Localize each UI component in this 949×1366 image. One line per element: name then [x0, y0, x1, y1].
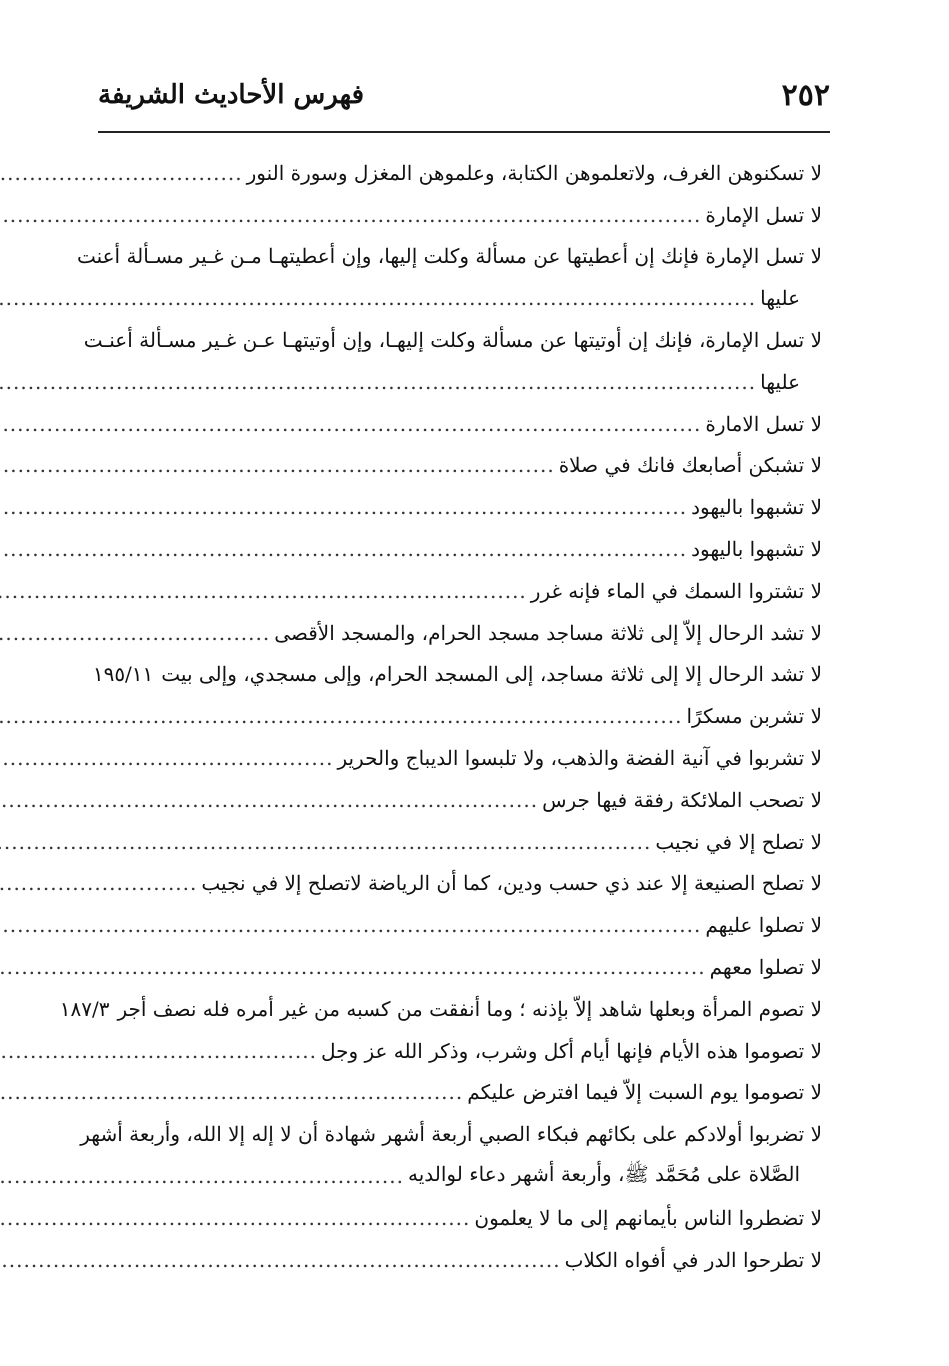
index-entry: [92, 654, 822, 696]
leader-dots: [0, 1164, 404, 1188]
entry-text: لا تشربوا في آنية الفضة والذهب، ولا تلبسوا الديباج والحرير: [337, 746, 822, 771]
entry-text: لا تشبكن أصابعك فانك في صلاة: [558, 453, 822, 478]
leader-dots: [0, 286, 756, 310]
leader-dots: [0, 412, 701, 436]
entry-text: لا تصحب الملائكة رفقة فيها جرس: [542, 787, 822, 812]
leader-dots: [0, 161, 243, 185]
leader-dots: [0, 788, 538, 812]
entry-text: لا تطرحوا الدر في أفواه الكلاب: [564, 1247, 822, 1272]
entry-text-continuation: عليها: [760, 369, 800, 394]
index-entry: [98, 612, 822, 654]
index-entry-continuation: [98, 1155, 822, 1197]
leader-dots: [0, 537, 687, 561]
entry-text: لا تشتروا السمك في الماء فإنه غرر: [530, 578, 822, 603]
leader-dots: [0, 704, 682, 728]
index-entry: [59, 988, 822, 1030]
leader-dots: [0, 1080, 463, 1104]
index-entry-continuation: [98, 361, 822, 403]
index-entry: [98, 1030, 822, 1072]
entry-text: لا تسل الإمارة فإنك إن أعطيتها عن مسألة وكلت إليها، وإن أعطيتهـا مـن غـير مسـألة أعنت: [76, 244, 822, 269]
index-entry: [98, 570, 822, 612]
entry-text-continuation: الصَّلاة على مُحَمَّد ﷺ، وأربعة أشهر دعاء لوالديه: [407, 1161, 800, 1186]
entry-text: لا تصلح الصنيعة إلا عند ذي حسب ودين، كما أن الرياضة لاتصلح إلا في نجيب: [201, 871, 822, 896]
entry-text: لا تصلح إلا في نجيب: [655, 829, 822, 854]
index-entry: [98, 1239, 822, 1281]
index-entry: [98, 904, 822, 946]
index-entry: [98, 403, 822, 445]
leader-dots: [0, 579, 527, 603]
leader-dots: [0, 453, 555, 477]
entry-text: لا تسكنوهن الغرف، ولاتعلموهن الكتابة، وعلموهن المغزل وسورة النور: [246, 160, 822, 185]
entry-text: لا تشبهوا باليهود: [691, 495, 822, 520]
header-divider: [98, 131, 830, 133]
entry-reference: ١٨٧/٣: [59, 996, 110, 1021]
index-entry: [98, 863, 822, 905]
leader-dots: [0, 370, 756, 394]
leader-dots: [0, 621, 270, 645]
leader-dots: [0, 495, 687, 519]
leader-dots: [0, 1206, 470, 1230]
entry-text: لا تشد الرحال إلا إلى ثلاثة مساجد، إلى المسجد الحرام، وإلى مسجدي، وإلى بيت: [161, 662, 822, 687]
index-entry: [98, 445, 822, 487]
index-entry: [76, 236, 822, 278]
index-entry: [98, 737, 822, 779]
index-entry: [98, 152, 822, 194]
entry-text: لا تضربوا أولادكم على بكائهم فبكاء الصبي أربعة أشهر شهادة أن لا إله إلا الله، وأربعة أشهر: [80, 1122, 822, 1147]
page-header: [98, 76, 830, 120]
leader-dots: [0, 830, 651, 854]
index-entry-continuation: [98, 277, 822, 319]
entry-text: لا تضطروا الناس بأيمانهم إلى ما لا يعلمون: [474, 1205, 822, 1230]
entry-text: لا تشد الرحال إلاّ إلى ثلاثة مساجد مسجد الحرام، والمسجد الأقصى: [274, 620, 822, 645]
index-entry: [98, 528, 822, 570]
entry-text: لا تشبهوا باليهود: [691, 537, 822, 562]
entry-text: لا تسل الامارة: [705, 411, 822, 436]
leader-dots: [0, 203, 701, 227]
hadith-index-list: [59, 152, 822, 1281]
leader-dots: [0, 913, 701, 937]
index-entry: [83, 319, 822, 361]
index-entry: [98, 946, 822, 988]
index-entry: [80, 1113, 822, 1155]
index-entry: [98, 695, 822, 737]
entry-reference: ١٩٥/١١: [92, 662, 154, 687]
entry-text: لا تسل الإمارة: [705, 202, 822, 227]
index-entry: [98, 821, 822, 863]
entry-text: لا تسل الإمارة، فإنك إن أوتيتها عن مسألة وكلت إليهـا، وإن أوتيتهـا عـن غـير مسـألة أعنـت: [83, 328, 822, 353]
entry-text: لا تشربن مسكرًا: [686, 704, 822, 729]
leader-dots: [0, 871, 197, 895]
index-entry: [98, 194, 822, 236]
entry-text: لا تصوموا يوم السبت إلاّ فيما افترض عليكم: [467, 1080, 822, 1105]
index-entry: [98, 779, 822, 821]
leader-dots: [0, 955, 706, 979]
leader-dots: [0, 1248, 561, 1272]
index-entry: [98, 1197, 822, 1239]
leader-dots: [0, 746, 333, 770]
entry-text-continuation: عليها: [760, 286, 800, 311]
entry-text: لا تصوم المرأة وبعلها شاهد إلاّ بإذنه ؛ وما أنفقت من كسبه من غير أمره فله نصف أجر: [117, 996, 822, 1021]
leader-dots: [0, 1039, 317, 1063]
entry-text: لا تصلوا معهم: [709, 955, 822, 980]
index-entry: [98, 1072, 822, 1114]
page-title: فهرس الأحاديث الشريفة: [98, 80, 365, 110]
page-number: ٢٥٢: [781, 78, 830, 113]
entry-text: لا تصلوا عليهم: [705, 913, 822, 938]
entry-text: لا تصوموا هذه الأيام فإنها أيام أكل وشرب، وذكر الله عز وجل: [320, 1038, 822, 1063]
index-entry: [98, 486, 822, 528]
